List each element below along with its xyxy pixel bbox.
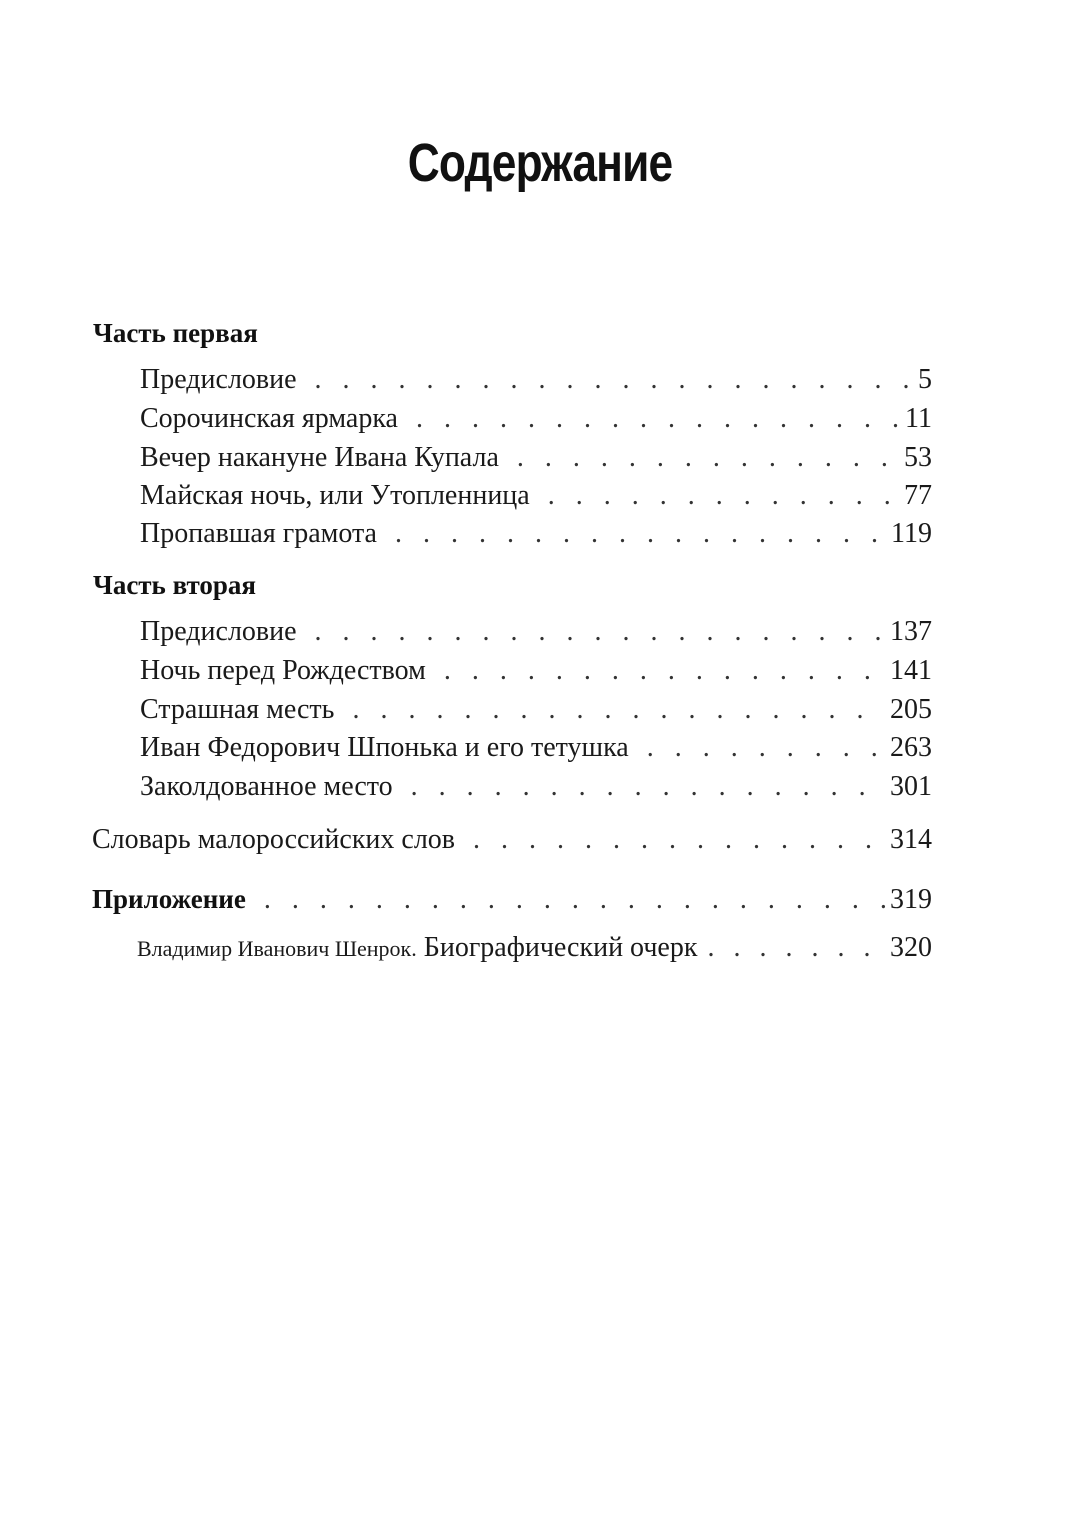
toc-entry-label: Сорочинская ярмарка [140, 403, 398, 434]
toc-entry-page: 205 [890, 694, 932, 725]
part-one-heading: Часть первая [93, 318, 258, 348]
toc-entry-sorochinskaya[interactable] [140, 403, 932, 435]
toc-entry-vecher[interactable] [140, 442, 932, 474]
toc-entry-page: 320 [890, 932, 932, 963]
dot-leader [416, 403, 901, 435]
dot-leader [264, 884, 886, 916]
dot-leader [473, 824, 886, 856]
toc-entry-page: 119 [891, 518, 932, 549]
toc-entry-label: Вечер накануне Ивана Купала [140, 442, 499, 473]
dot-leader [647, 732, 886, 764]
toc-entry-label: Ночь перед Рождеством [140, 655, 426, 686]
dot-leader [352, 694, 886, 726]
dot-leader [517, 442, 900, 474]
toc-entry-shponka[interactable] [140, 732, 932, 764]
dot-leader [444, 655, 886, 687]
dot-leader [548, 480, 900, 512]
toc-entry-maiskaya[interactable] [140, 480, 932, 512]
toc-entry-page: 301 [890, 771, 932, 802]
toc-entry-page: 5 [918, 364, 932, 395]
toc-entry-page: 141 [890, 655, 932, 686]
page-title: Содержание [407, 133, 673, 193]
dot-leader [315, 616, 886, 648]
toc-entry-part-one-preface[interactable] [140, 364, 932, 396]
toc-entry-page: 319 [890, 884, 932, 915]
part-two-heading: Часть вторая [93, 570, 257, 600]
toc-entry-label: Страшная месть [140, 694, 335, 725]
toc-entry-part-two-preface[interactable] [140, 616, 932, 648]
toc-entry-label: Приложение [92, 884, 246, 914]
toc-entry-page: 53 [904, 442, 932, 473]
toc-entry-strashnaya[interactable] [140, 694, 932, 726]
toc-entry-glossary[interactable] [92, 824, 932, 856]
toc-entry-zakoldovannoe[interactable] [140, 771, 932, 803]
toc-entry-label: Предисловие [140, 616, 297, 647]
toc-entry-noch[interactable] [140, 655, 932, 687]
toc-entry-label: Словарь малороссийских слов [92, 824, 456, 855]
toc-entry-appendix-essay[interactable] [137, 932, 932, 964]
dot-leader [395, 518, 887, 550]
toc-entry-label: Пропавшая грамота [140, 518, 377, 549]
toc-entry-label: Предисловие [140, 364, 297, 395]
dot-leader [315, 364, 914, 396]
toc-entry-page: 137 [890, 616, 932, 647]
toc-entry-appendix[interactable] [92, 884, 932, 916]
toc-entry-label [137, 932, 697, 964]
toc-entry-label: Майская ночь, или Утопленница [140, 480, 530, 511]
toc-entry-propavshaya[interactable] [140, 518, 932, 550]
toc-entry-page: 263 [890, 732, 932, 763]
toc-entry-label: Заколдованное место [140, 771, 393, 802]
dot-leader [411, 771, 886, 803]
essay-author: Владимир Иванович Шенрок. [137, 936, 417, 961]
toc-entry-page: 11 [905, 403, 932, 434]
toc-entry-page: 77 [904, 480, 932, 511]
toc-entry-page: 314 [890, 824, 932, 855]
toc-entry-label: Иван Федорович Шпонька и его тетушка [140, 732, 629, 763]
essay-title: Биографический очерк [423, 932, 698, 963]
dot-leader [707, 932, 886, 964]
